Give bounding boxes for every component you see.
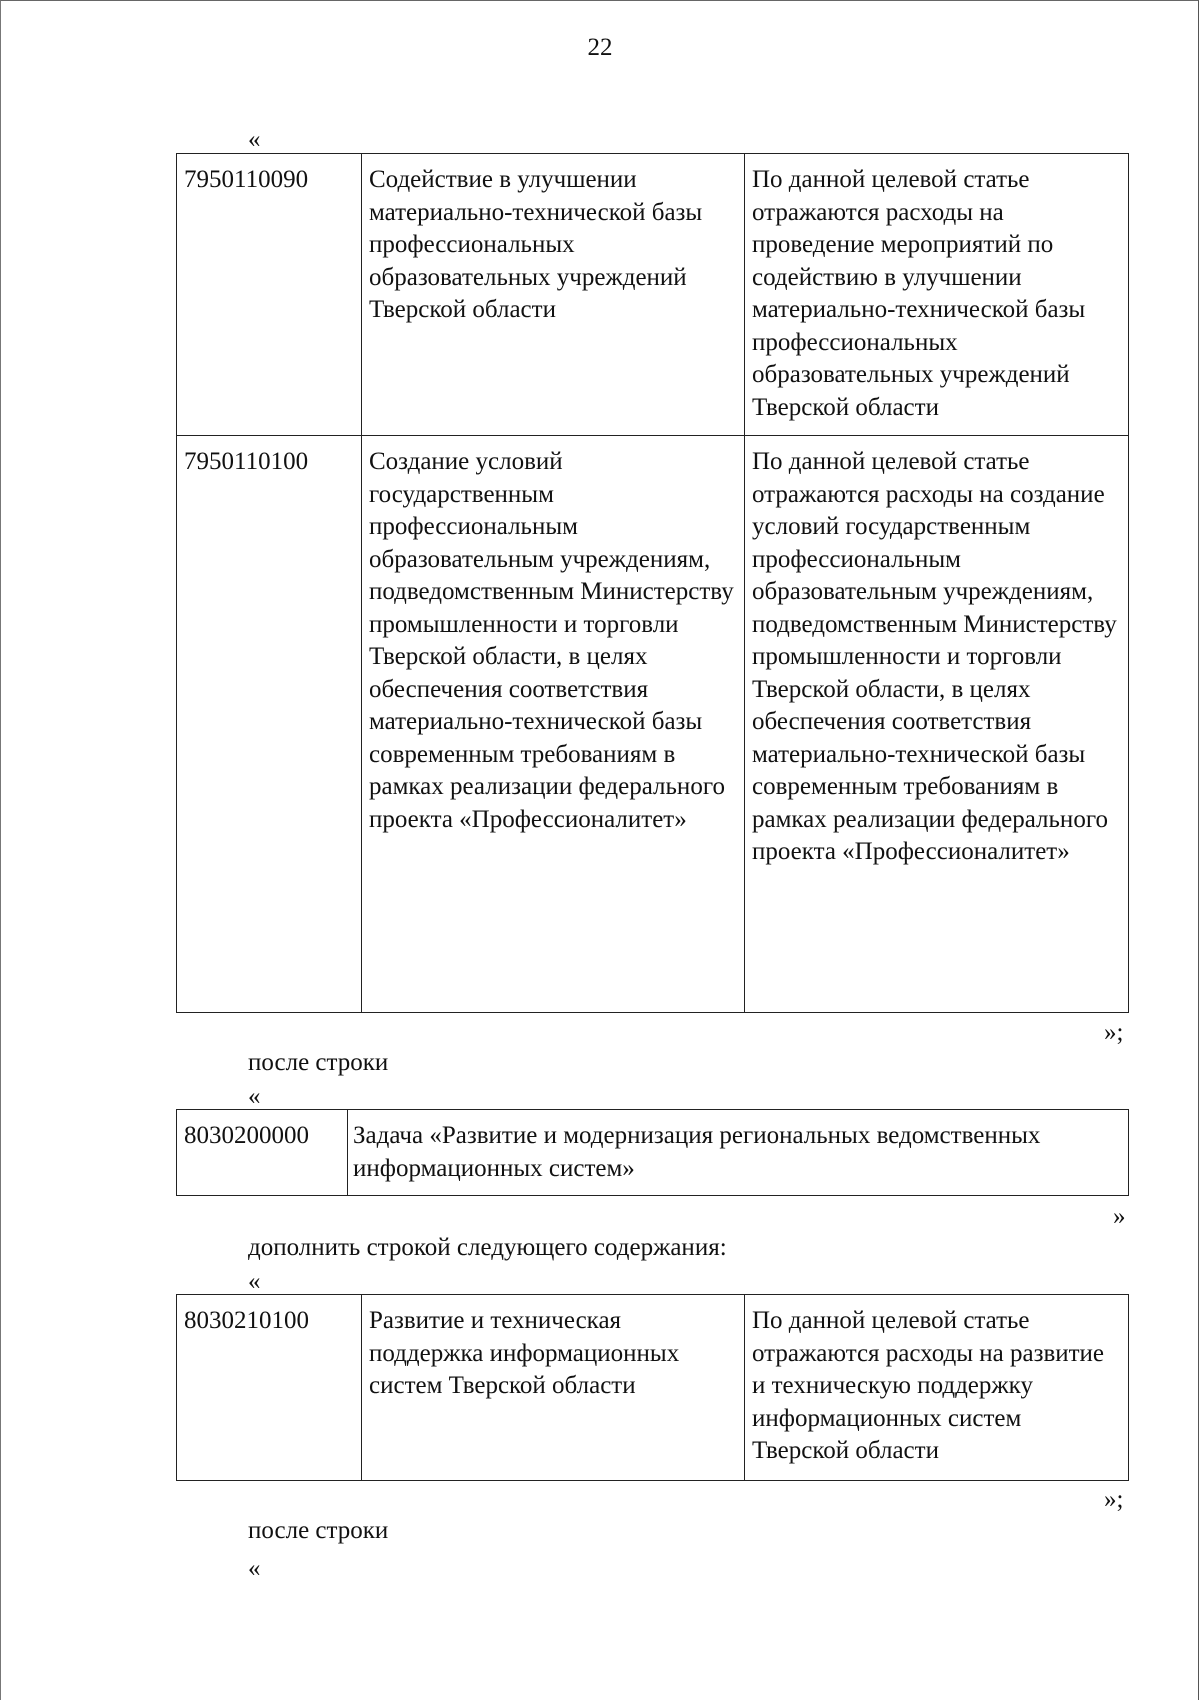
- close-quote-3: »;: [1104, 1486, 1124, 1513]
- table-row: [177, 154, 1129, 436]
- article-code: 8030210100: [177, 1295, 362, 1481]
- task-code: 8030200000: [177, 1110, 348, 1196]
- open-quote-1: «: [248, 126, 261, 153]
- article-description: По данной целевой статье отражаются расходы на создание условий государственным профессиональным образовательным учреждениям, подведомственным Министерству промышленности и торговли Тверской области, в целях обеспечения соответствия материально-технической базы современным требованиям в рамках реализации федерального проекта «Профессионалитет»: [745, 436, 1129, 1013]
- article-code: 7950110100: [177, 436, 362, 1013]
- task-name: Задача «Развитие и модернизация региональных ведомственных информационных систем»: [348, 1110, 1129, 1196]
- new-article-table: [176, 1294, 1129, 1481]
- after-row-label: после строки: [248, 1517, 389, 1544]
- after-row-label: после строки: [248, 1049, 389, 1076]
- open-quote-3: «: [248, 1268, 261, 1295]
- page-number: 22: [587, 34, 613, 61]
- task-table: [176, 1109, 1129, 1196]
- supplement-label: дополнить строкой следующего содержания:: [248, 1234, 727, 1261]
- article-name: Развитие и техническая поддержка информационных систем Тверской области: [362, 1295, 745, 1481]
- table-row: [177, 1295, 1129, 1481]
- close-quote-1: »;: [1104, 1019, 1124, 1046]
- table-row: [177, 436, 1129, 1013]
- open-quote-4: «: [248, 1555, 261, 1582]
- article-description: По данной целевой статье отражаются расходы на развитие и техническую поддержку информационных систем Тверской области: [745, 1295, 1129, 1481]
- close-quote-2: »: [1113, 1203, 1126, 1230]
- budget-articles-table: [176, 153, 1129, 1013]
- article-name: Содействие в улучшении материально-технической базы профессиональных образовательных учреждений Тверской области: [362, 154, 745, 436]
- article-name: Создание условий государственным профессиональным образовательным учреждениям, подведомственным Министерству промышленности и торговли Тверской области, в целях обеспечения соответствия материально-технической базы современным требованиям в рамках реализации федерального проекта «Профессионалитет»: [362, 436, 745, 1013]
- article-description: По данной целевой статье отражаются расходы на проведение мероприятий по содействию в улучшении материально-технической базы профессиональных образовательных учреждений Тверской области: [745, 154, 1129, 436]
- table-row: [177, 1110, 1129, 1196]
- open-quote-2: «: [248, 1083, 261, 1110]
- article-code: 7950110090: [177, 154, 362, 436]
